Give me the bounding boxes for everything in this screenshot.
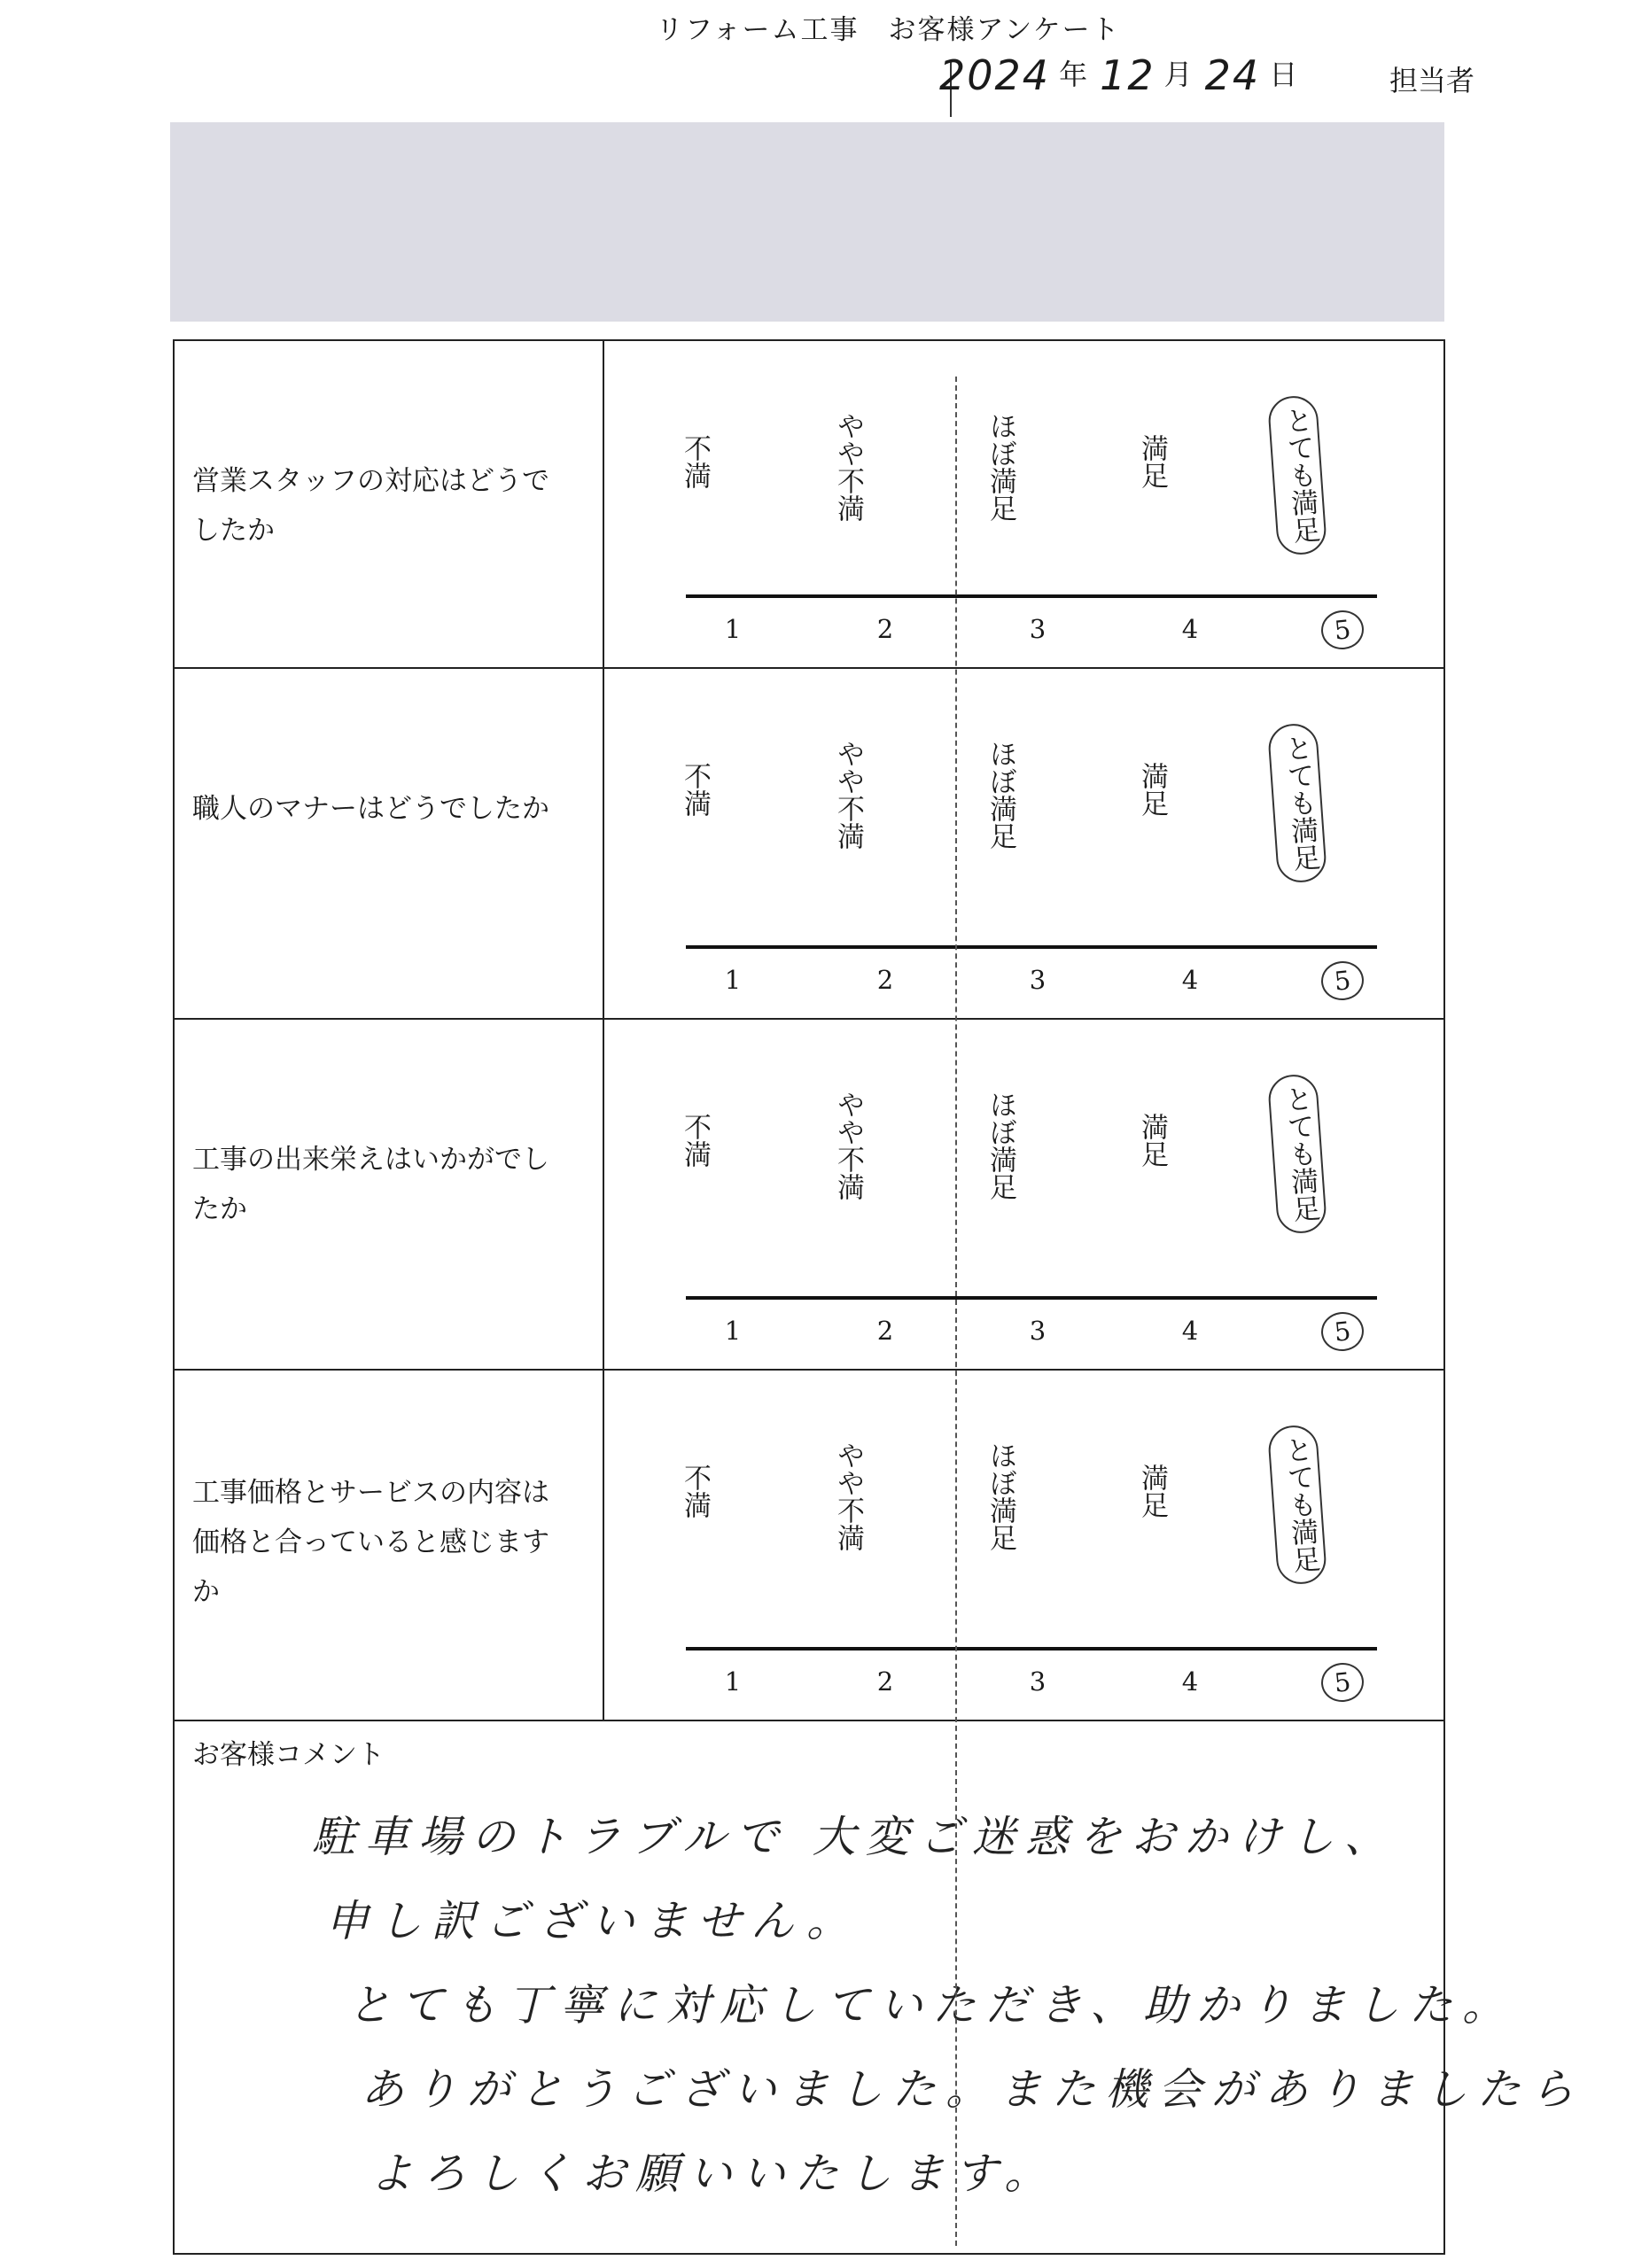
rating-option-label[interactable]: やや不満	[832, 412, 864, 522]
question-row	[175, 341, 1443, 669]
date-day-label: 日	[1269, 58, 1298, 91]
rating-number[interactable]: 5	[1319, 609, 1366, 652]
comment-line: 駐車場のトラブルで 大変ご迷惑をおかけし、	[312, 1812, 1397, 1862]
rating-number[interactable]: 3	[1029, 614, 1047, 644]
date-day: 24	[1204, 51, 1261, 99]
question-text: 工事の出来栄えはいかがでしたか	[192, 1144, 549, 1225]
rating-number[interactable]: 2	[876, 1666, 894, 1697]
rating-number[interactable]: 5	[1319, 959, 1366, 1003]
comments-label: お客様コメント	[192, 1739, 385, 1771]
rating-number[interactable]: 2	[876, 614, 894, 644]
rating-number[interactable]: 1	[724, 1666, 742, 1697]
rating-option-label[interactable]: ほぼ満足	[984, 740, 1016, 850]
rating-option-label[interactable]: ほぼ満足	[984, 412, 1016, 522]
rating-option-label[interactable]: やや不満	[832, 1441, 864, 1551]
rating-option-label[interactable]: ほぼ満足	[984, 1441, 1016, 1551]
rating-option-label[interactable]: 満足	[1136, 1464, 1168, 1518]
comment-line: とても丁寧に対応していただき、助かりました。	[347, 1980, 1516, 2031]
rating-scale	[604, 1020, 1443, 1369]
question-row	[175, 669, 1443, 1020]
question-cell	[175, 669, 604, 1018]
rating-option-label[interactable]: やや不満	[832, 1091, 864, 1200]
scale-line	[686, 594, 1377, 598]
survey-table	[173, 339, 1584, 2255]
rating-number[interactable]: 2	[876, 1316, 894, 1346]
question-row	[175, 1020, 1443, 1371]
rating-scale	[604, 669, 1443, 1018]
comment-line: ありがとうございました。また機会がありましたら	[361, 2064, 1584, 2115]
rating-scale	[604, 1371, 1443, 1720]
rating-option-label[interactable]: やや不満	[832, 740, 864, 850]
rating-number[interactable]: 4	[1181, 614, 1199, 644]
staff-label: 担当者	[1389, 64, 1475, 97]
question-text: 営業スタッフの対応はどうでしたか	[192, 465, 549, 547]
fold-line	[955, 377, 957, 2246]
rating-number[interactable]: 5	[1319, 1661, 1366, 1705]
rating-option-label[interactable]: 満足	[1136, 434, 1168, 489]
rating-number[interactable]: 1	[724, 965, 742, 995]
rating-number[interactable]: 1	[724, 1316, 742, 1346]
rating-number[interactable]: 4	[1181, 965, 1199, 995]
rating-option-label[interactable]: とても満足	[1267, 1424, 1327, 1585]
rating-option-label[interactable]: 満足	[1136, 1113, 1168, 1168]
rating-option-label[interactable]: 不満	[679, 1113, 711, 1168]
rating-option-label[interactable]: 満足	[1136, 762, 1168, 817]
scale-line	[686, 1647, 1377, 1651]
rating-number[interactable]: 3	[1029, 1666, 1047, 1697]
scale-line	[686, 1296, 1377, 1300]
rating-number[interactable]: 4	[1181, 1316, 1199, 1346]
rating-option-label[interactable]: 不満	[679, 434, 711, 489]
date-month: 12	[1100, 51, 1155, 99]
date-month-label: 月	[1163, 58, 1193, 91]
rating-option-label[interactable]: とても満足	[1267, 722, 1327, 883]
rating-number[interactable]: 1	[724, 614, 742, 644]
rating-option-label[interactable]: 不満	[679, 762, 711, 817]
question-cell	[175, 341, 604, 667]
question-cell	[175, 1020, 604, 1369]
redacted-area	[170, 122, 1444, 322]
rating-scale	[604, 341, 1443, 667]
rating-option-label[interactable]: ほぼ満足	[984, 1091, 1016, 1200]
rating-option-label[interactable]: とても満足	[1267, 394, 1327, 555]
date-year: 2024	[939, 51, 1051, 99]
survey-title: リフォーム工事 お客様アンケート	[656, 14, 1121, 46]
rating-option-label[interactable]: 不満	[679, 1464, 711, 1518]
rating-number[interactable]: 2	[876, 965, 894, 995]
rating-number[interactable]: 3	[1029, 1316, 1047, 1346]
rating-option-label[interactable]: とても満足	[1267, 1073, 1327, 1234]
comment-line: よろしくお願いいたします。	[370, 2148, 1058, 2199]
question-text: 職人のマナーはどうでしたか	[192, 793, 549, 825]
question-cell	[175, 1371, 604, 1720]
scale-line	[686, 945, 1377, 949]
question-row	[175, 1371, 1443, 1721]
rating-number[interactable]: 4	[1181, 1666, 1199, 1697]
question-text: 工事価格とサービスの内容は価格と合っていると感じますか	[192, 1477, 549, 1608]
rating-number[interactable]: 3	[1029, 965, 1047, 995]
survey-date	[939, 51, 1310, 99]
rating-number[interactable]: 5	[1319, 1310, 1366, 1354]
date-year-label: 年	[1059, 58, 1088, 91]
comment-line: 申し訳ございません。	[325, 1896, 860, 1946]
